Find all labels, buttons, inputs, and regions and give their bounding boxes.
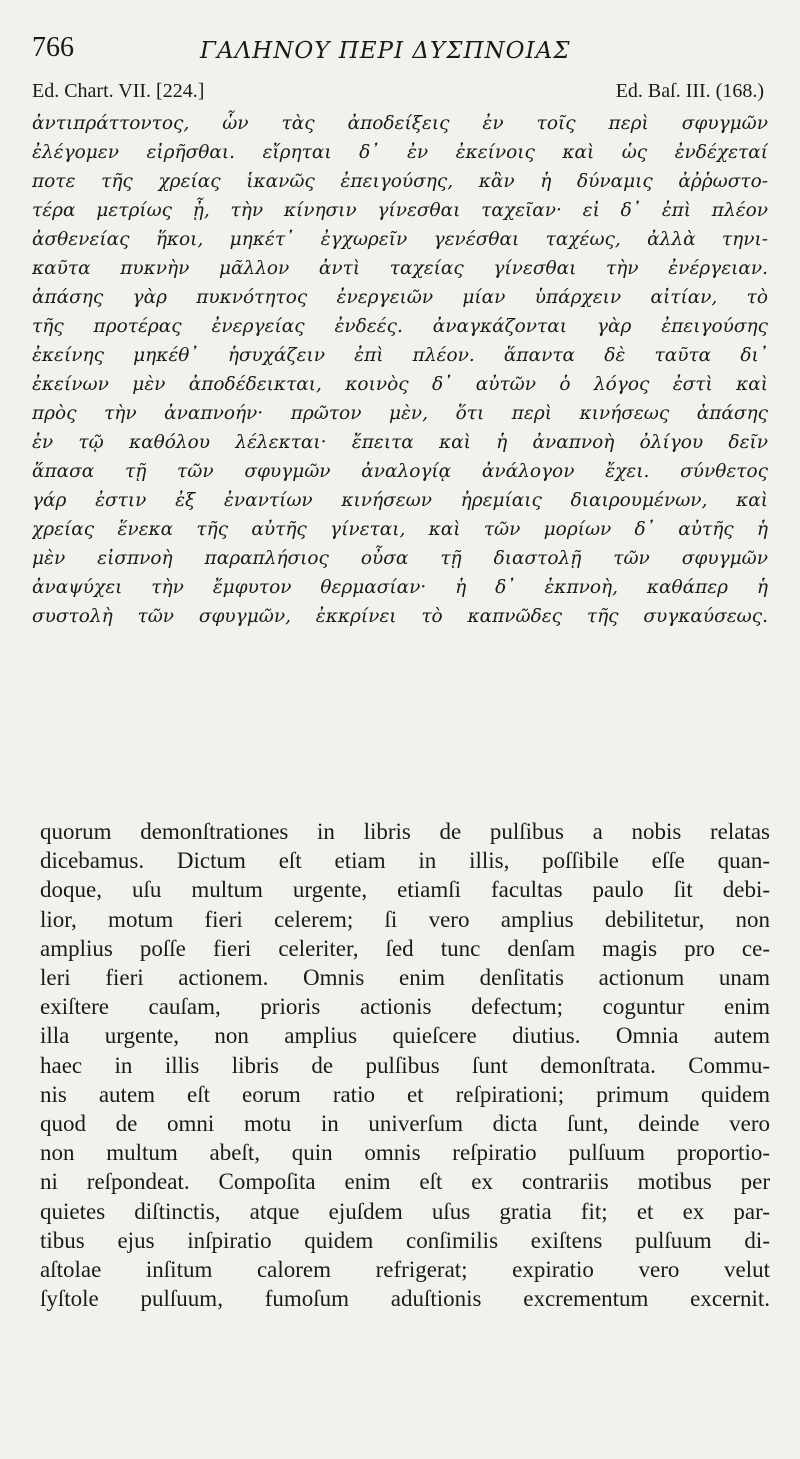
- greek-line: χρείας ἕνεκα τῆς αὐτῆς γίνεται, καὶ τῶν μορίων δ᾽ αὐτῆς ἡ: [32, 519, 768, 540]
- greek-line: ἐλέγομεν εἰρῆσθαι. εἴρηται δ᾽ ἐν ἐκείνοις καὶ ὡς ἐνδέχεταί: [32, 142, 768, 163]
- greek-line: τέρα μετρίως ᾖ, τὴν κίνησιν γίνεσθαι ταχεῖαν· εἰ δ᾽ ἐπὶ πλέον: [32, 200, 768, 221]
- greek-line: ἀντιπράττοντος, ὧν τὰς ἀποδείξεις ἐν τοῖς περὶ σφυγμῶν: [32, 113, 768, 134]
- greek-line: πρὸς τὴν ἀναπνοήν· πρῶτον μὲν, ὅτι περὶ κινήσεως ἁπάσης: [32, 403, 768, 424]
- latin-line: leri fieri actionem. Omnis enim denſitatis actionum unam: [40, 965, 770, 991]
- running-title: ΓΑΛΗΝΟΥ ΠΕΡΙ ΔΥΣΠΝΟΙΑΣ: [200, 38, 571, 64]
- latin-line: non multum abeſt, quin omnis reſpiratio pulſuum proportio-: [40, 1140, 770, 1166]
- greek-line: γάρ ἐστιν ἐξ ἐναντίων κινήσεων ἠρεμίαις διαιρουμένων, καὶ: [32, 490, 768, 511]
- latin-line: exiſtere cauſam, prioris actionis defectum; coguntur enim: [40, 994, 770, 1020]
- greek-line: τῆς προτέρας ἐνεργείας ἐνδεές. ἀναγκάζονται γὰρ ἐπειγούσης: [32, 316, 768, 337]
- latin-line: lior, motum fieri celerem; ſi vero amplius debilitetur, non: [40, 906, 770, 932]
- latin-line: aſtolae inſitum calorem refrigerat; expiratio vero velut: [40, 1257, 770, 1283]
- latin-line: ſyſtole pulſuum, fumoſum aduſtionis excrementum excernit.: [40, 1286, 770, 1312]
- greek-line: ἅπασα τῇ τῶν σφυγμῶν ἀναλογίᾳ ἀνάλογον ἔχει. σύνθετος: [32, 461, 768, 482]
- latin-line: dicebamus. Dictum eſt etiam in illis, poſſibile eſſe quan-: [40, 848, 770, 874]
- greek-line: συστολὴ τῶν σφυγμῶν, ἐκκρίνει τὸ καπνῶδες τῆς συγκαύσεως.: [32, 606, 768, 627]
- latin-line: amplius poſſe fieri celeriter, ſed tunc denſam magis pro ce-: [40, 935, 770, 961]
- greek-line: ἐκείνων μὲν ἀποδέδεικται, κοινὸς δ᾽ αὐτῶν ὁ λόγος ἐστὶ καὶ: [32, 374, 768, 395]
- greek-line: μὲν εἰσπνοὴ παραπλήσιος οὖσα τῇ διαστολῇ τῶν σφυγμῶν: [32, 548, 768, 569]
- greek-line: ποτε τῆς χρείας ἱκανῶς ἐπειγούσης, κἂν ἡ δύναμις ἀῤῥωστο-: [32, 171, 768, 192]
- latin-line: haec in illis libris de pulſibus ſunt demonſtrata. Commu-: [40, 1052, 770, 1078]
- latin-line: tibus ejus inſpiratio quidem conſimilis exiſtens pulſuum di-: [40, 1227, 770, 1253]
- edition-reference-left: Ed. Chart. VII. [224.]: [32, 80, 205, 102]
- greek-line: ἐκείνης μηκέθ᾽ ἡσυχάζειν ἐπὶ πλέον. ἅπαντα δὲ ταῦτα δι᾽: [32, 345, 768, 366]
- page-number: 766: [32, 32, 74, 63]
- latin-line: illa urgente, non amplius quieſcere diutius. Omnia autem: [40, 1023, 770, 1049]
- latin-line: quod de omni motu in univerſum dicta ſunt, deinde vero: [40, 1111, 770, 1137]
- latin-text-block: [40, 817, 770, 1313]
- latin-line: quietes diſtinctis, atque ejuſdem uſus gratia fit; et ex par-: [40, 1198, 770, 1224]
- latin-line: ni reſpondeat. Compoſita enim eſt ex contrariis motibus per: [40, 1169, 770, 1195]
- latin-line: nis autem eſt eorum ratio et reſpirationi; primum quidem: [40, 1081, 770, 1107]
- greek-line: ἐν τῷ καθόλου λέλεκται· ἔπειτα καὶ ἡ ἀναπνοὴ ὀλίγου δεῖν: [32, 432, 768, 453]
- edition-reference-right: Ed. Baſ. III. (168.): [615, 80, 764, 102]
- latin-line: doque, uſu multum urgente, etiamſi facultas paulo ſit debi-: [40, 877, 770, 903]
- latin-line: quorum demonſtrationes in libris de pulſibus a nobis relatas: [40, 819, 770, 844]
- greek-line: ἀναψύχει τὴν ἔμφυτον θερμασίαν· ἡ δ᾽ ἐκπνοὴ, καθάπερ ἡ: [32, 577, 768, 598]
- greek-text-block: [32, 109, 768, 631]
- greek-line: ἀσθενείας ἥκοι, μηκέτ᾽ ἐγχωρεῖν γενέσθαι ταχέως, ἀλλὰ τηνι-: [32, 229, 768, 250]
- greek-line: καῦτα πυκνὴν μᾶλλον ἀντὶ ταχείας γίνεσθαι τὴν ἐνέργειαν.: [32, 258, 768, 279]
- greek-line: ἁπάσης γὰρ πυκνότητος ἐνεργειῶν μίαν ὑπάρχειν αἰτίαν, τὸ: [32, 287, 768, 308]
